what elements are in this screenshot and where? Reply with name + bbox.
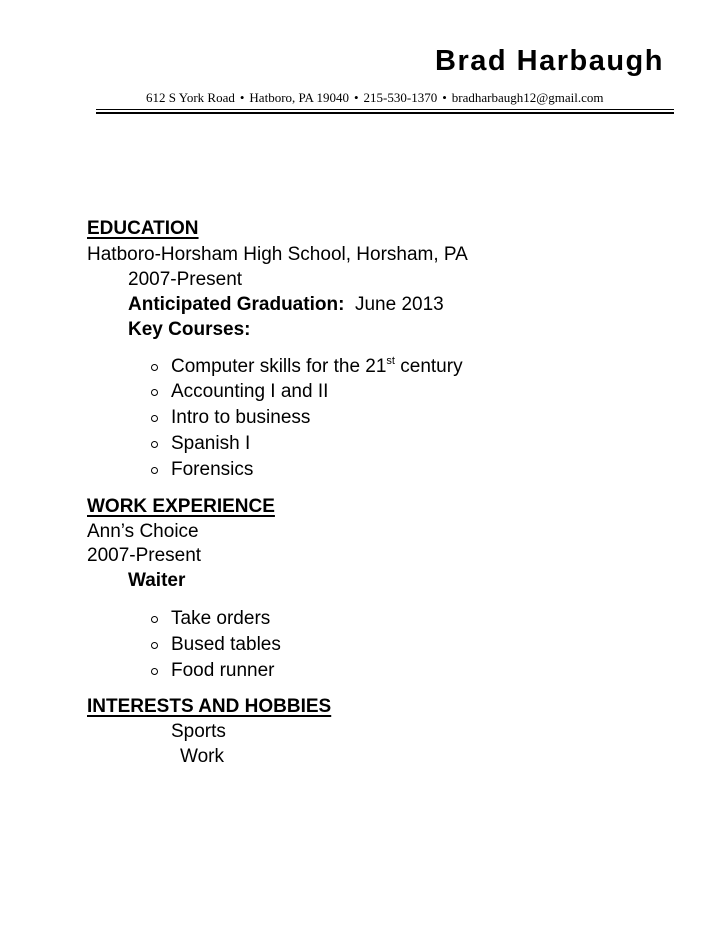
course-item bbox=[171, 357, 463, 376]
contact-email: bradharbaugh12@gmail.com bbox=[451, 90, 604, 105]
education-school: Hatboro-Horsham High School, Horsham, PA bbox=[87, 244, 468, 265]
course-item: Forensics bbox=[171, 459, 254, 480]
course-item: Spanish I bbox=[171, 433, 251, 454]
bullet-icon bbox=[151, 389, 158, 396]
duty-item: Take orders bbox=[171, 608, 271, 629]
course-text: Computer skills for the 21 bbox=[171, 356, 387, 377]
duty-item: Bused tables bbox=[171, 634, 281, 655]
header-rule-thick bbox=[96, 112, 674, 114]
contact-city: Hatboro, PA 19040 bbox=[249, 90, 349, 105]
education-dates: 2007-Present bbox=[128, 269, 243, 290]
work-dates: 2007-Present bbox=[87, 545, 202, 566]
education-graduation bbox=[128, 295, 444, 314]
bullet-icon bbox=[151, 441, 158, 448]
bullet-icon bbox=[151, 616, 158, 623]
bullet-icon bbox=[151, 467, 158, 474]
course-superscript: st bbox=[386, 355, 395, 367]
bullet-icon bbox=[151, 668, 158, 675]
header-rule-thin bbox=[96, 109, 674, 110]
separator-dot: • bbox=[442, 90, 447, 105]
work-employer: Ann’s Choice bbox=[87, 521, 199, 542]
course-item: Accounting I and II bbox=[171, 381, 329, 402]
contact-line bbox=[146, 91, 603, 104]
contact-phone: 215-530-1370 bbox=[363, 90, 438, 105]
bullet-icon bbox=[151, 642, 158, 649]
graduation-value: June 2013 bbox=[354, 294, 444, 315]
separator-dot: • bbox=[353, 90, 359, 105]
graduation-label: Anticipated Graduation: bbox=[128, 294, 345, 315]
contact-address: 612 S York Road bbox=[146, 90, 235, 105]
work-heading: WORK EXPERIENCE bbox=[87, 496, 275, 517]
education-heading: EDUCATION bbox=[87, 218, 199, 239]
bullet-icon bbox=[151, 415, 158, 422]
resume-name: Brad Harbaugh bbox=[435, 45, 664, 77]
course-text-end: century bbox=[394, 356, 463, 377]
key-courses-label: Key Courses: bbox=[128, 319, 251, 340]
duty-item: Food runner bbox=[171, 660, 275, 681]
interest-item: Sports bbox=[171, 721, 226, 742]
course-item: Intro to business bbox=[171, 407, 311, 428]
work-title: Waiter bbox=[128, 570, 186, 591]
separator-dot: • bbox=[239, 90, 245, 105]
interest-item: Work bbox=[180, 746, 224, 767]
bullet-icon bbox=[151, 364, 158, 371]
interests-heading: INTERESTS AND HOBBIES bbox=[87, 696, 332, 717]
